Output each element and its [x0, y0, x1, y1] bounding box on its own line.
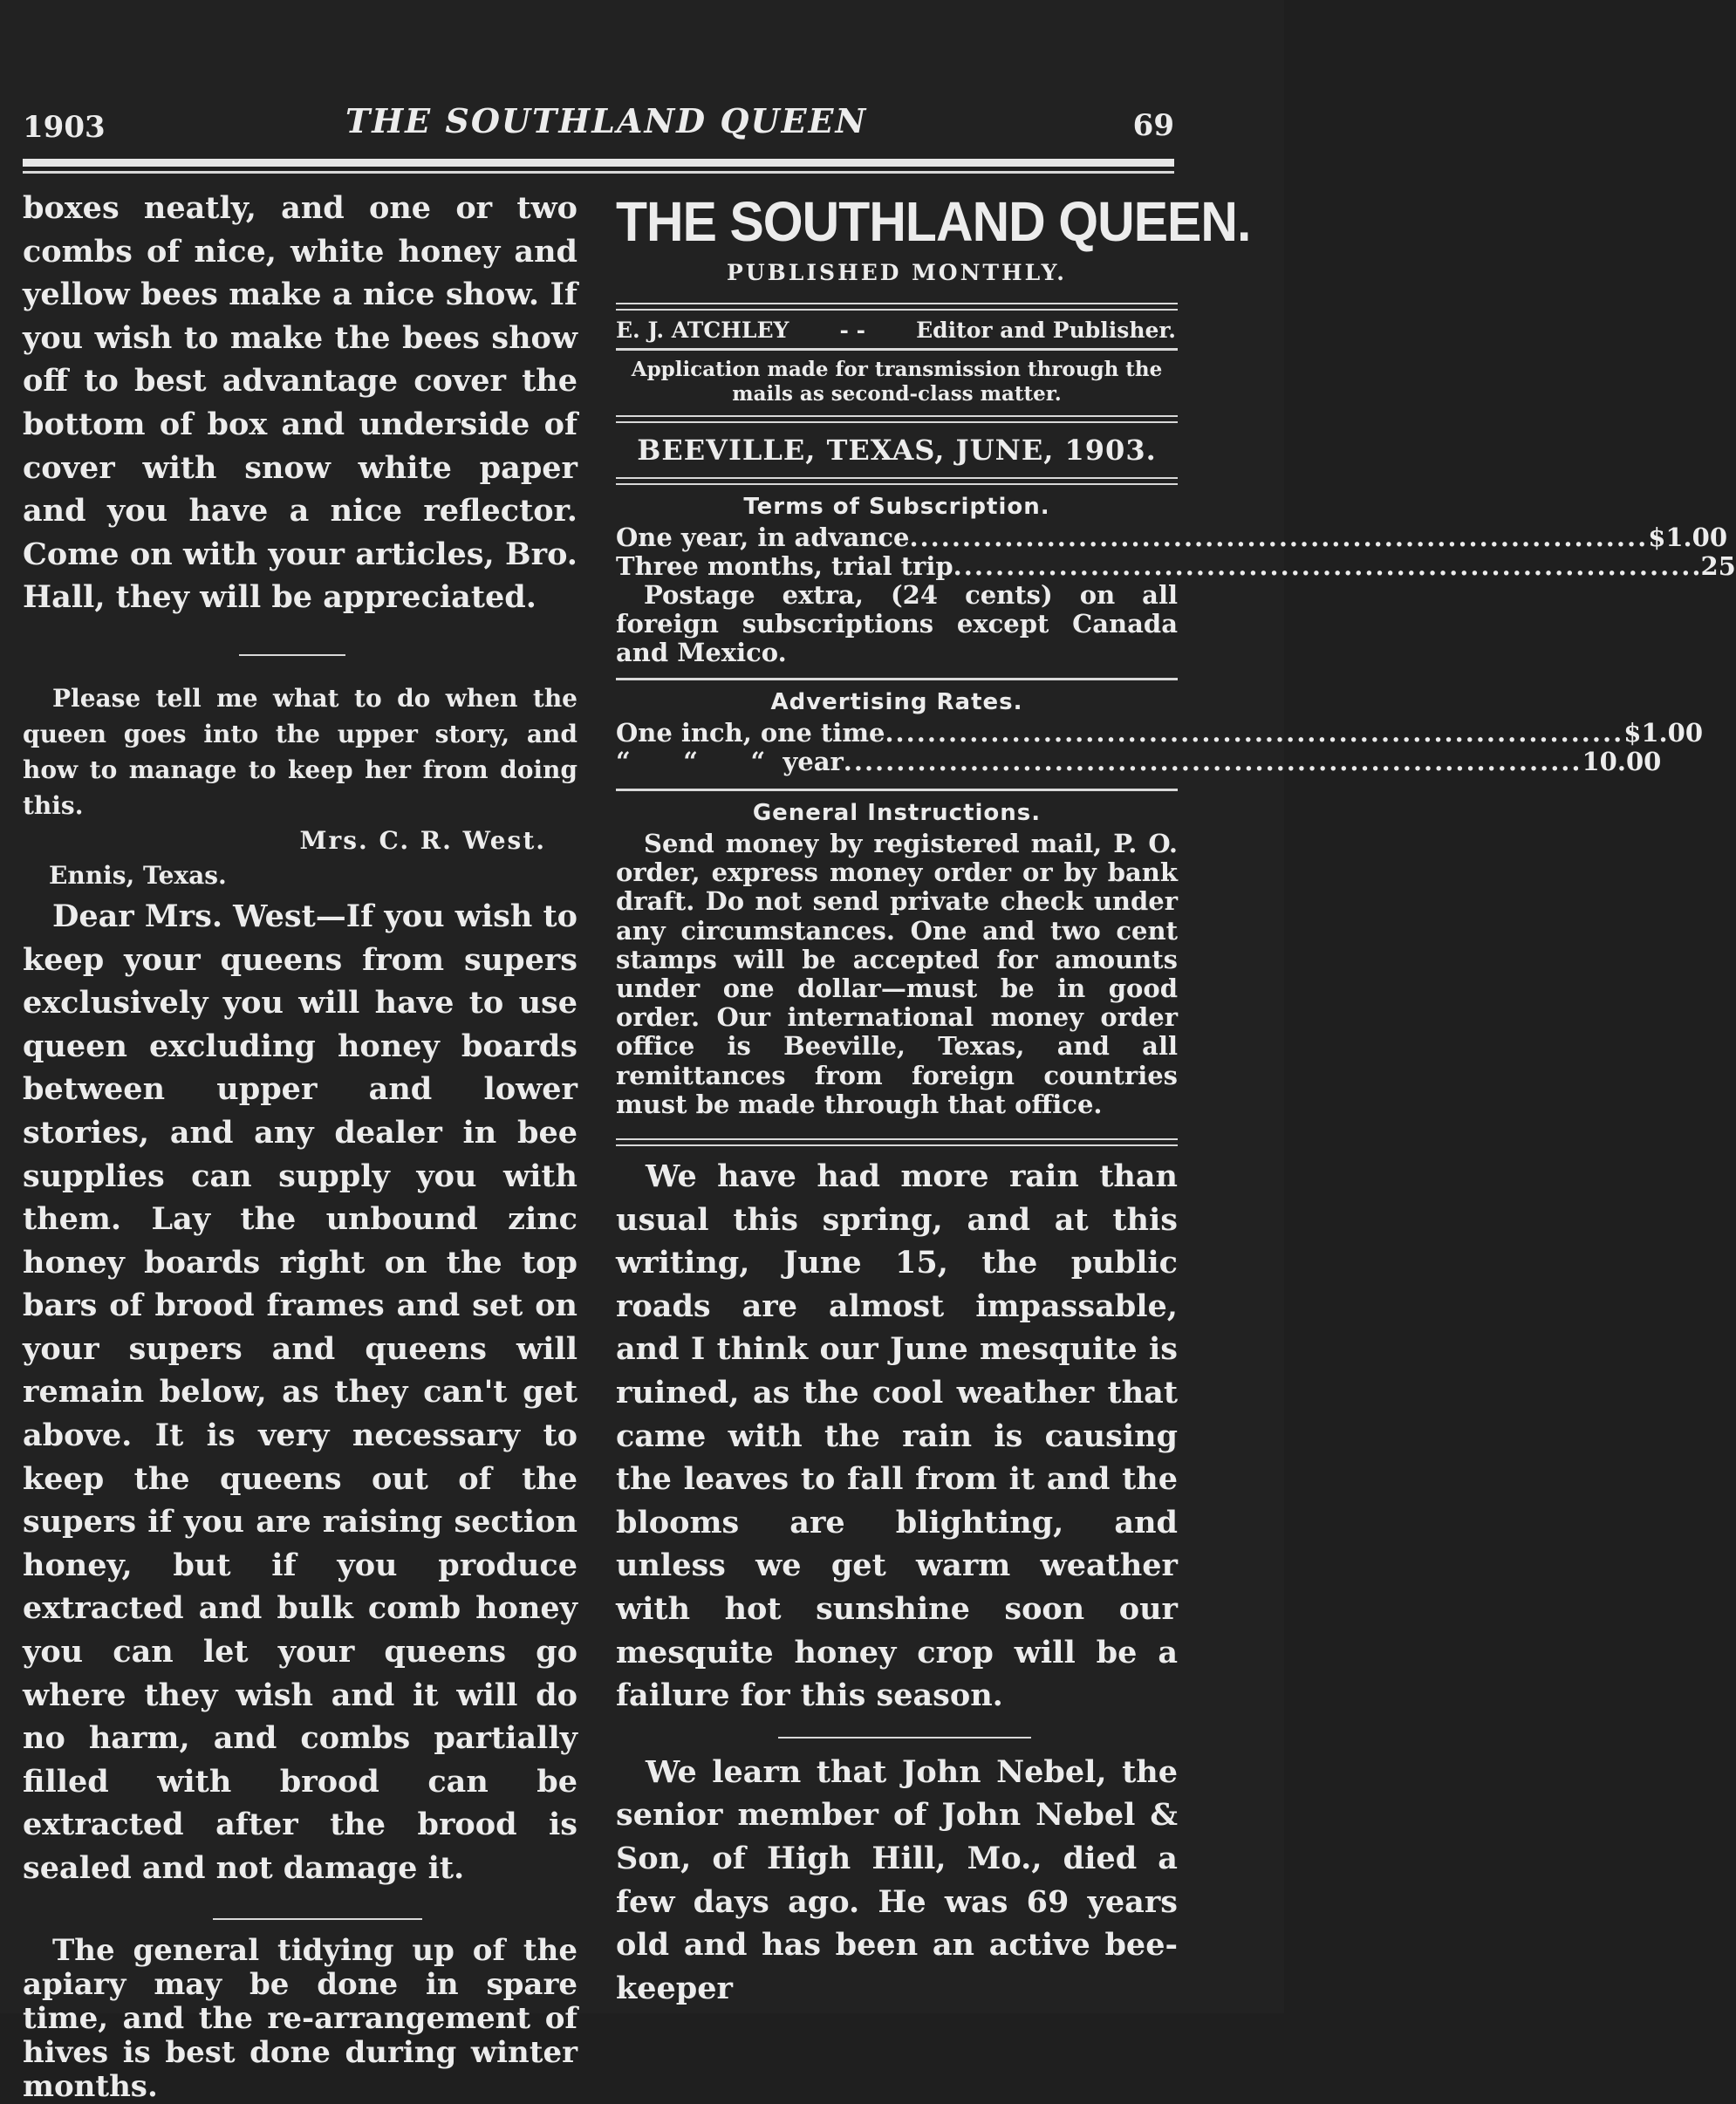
masthead-rule [616, 303, 1178, 311]
rate-value: $1.00 [1648, 523, 1727, 552]
rate-label: “ “ “ year [616, 747, 844, 776]
leader-dots [953, 552, 1692, 581]
advertising-heading: Advertising Rates. [770, 689, 1023, 715]
advertising-rate-row [616, 718, 1703, 748]
editor-name: E. J. ATCHLEY [616, 318, 789, 343]
header-page-number: 69 [1132, 108, 1174, 143]
subscription-rate-row [616, 551, 1736, 581]
advertising-rates [616, 718, 1703, 776]
section-divider [239, 654, 345, 656]
question-place: Ennis, Texas. [49, 860, 227, 890]
header-rule-thin [23, 171, 1174, 174]
rate-value: 10.00 [1582, 747, 1662, 776]
right-column [616, 187, 1736, 2010]
subscription-rates [616, 523, 1736, 581]
header-title: THE SOUTHLAND QUEEN [345, 101, 868, 140]
subscription-heading: Terms of Subscription. [743, 494, 1050, 520]
leader-dots [844, 748, 1582, 776]
leader-dots [885, 719, 1623, 748]
masthead-title: THE SOUTHLAND QUEEN. [616, 190, 1251, 253]
reply-continuation-paragraph: boxes neatly, and one or two combs of nice, white honey and yellow bees make a nice show. If you wish to make the bees show off to best advantage cover the bottom of box and underside of cover with snow white paper and you have a nice reflector. Come on with your articles, Bro. Hall, they will be appreciated. [23, 190, 578, 616]
postage-note: Postage extra, (24 cents) on all foreign subscriptions except Canada and Mexico. [616, 580, 1178, 667]
dateline: BEEVILLE, TEXAS, JUNE, 1903. [637, 434, 1157, 467]
weather-paragraph: We have had more rain than usual this spring, and at this writing, June 15, the public roads are almost impassable, and I think our June mesquite is ruined, as the cool weather that came with the rain is causing the leaves to fall from it and the blooms are blighting, and unless we get warm weather with hot sunshine soon our mesquite honey crop will be a failure for this season. [616, 1158, 1178, 1714]
left-column [23, 187, 578, 2104]
header-rule-thick [23, 159, 1174, 167]
section-divider [778, 1737, 1031, 1739]
rate-label: Three months, trial trip [616, 551, 953, 581]
leader-dots [909, 523, 1648, 552]
header-year: 1903 [23, 110, 106, 145]
dateline-rule-top [616, 415, 1178, 423]
subscription-rate-row [616, 523, 1727, 552]
answer-paragraph: Dear Mrs. West—If you wish to keep your queens from supers exclusively you will have to use queen excluding honey boards between upper and lower stories, and any dealer in bee supplies can supply you with them. Lay the unbound zinc honey boards right on the top bars of brood frames and set on your supers and queens will remain below, as they can't get above. It is very necessary to keep the queens out of the supers if you are raising section honey, but if you produce extracted and bulk comb honey you can let your queens go where they wish and it will do no harm, and combs partially filled with brood can be extracted after the brood is sealed and not damage it. [23, 898, 578, 1886]
masthead-subtitle: PUBLISHED MONTHLY. [727, 260, 1067, 285]
advertising-rate-row [616, 747, 1662, 776]
editor-dashes: - - [839, 318, 865, 343]
obituary-paragraph: We learn that John Nebel, the senior member of John Nebel & Son, of High Hill, Mo., died a few days ago. He was 69 years old and has been an active bee-keeper [616, 1753, 1178, 2006]
rate-value: .25 [1692, 551, 1736, 581]
section-divider [213, 1918, 422, 1920]
rate-label: One inch, one time [616, 718, 885, 748]
mailing-application-note: Application made for transmission through the mails as second-class matter. [631, 358, 1163, 406]
reader-question: Please tell me what to do when the queen goes into the upper story, and how to manage to keep her from doing this. [23, 683, 578, 820]
question-signature: Mrs. C. R. West. [299, 825, 546, 855]
dateline-rule-bottom [616, 477, 1178, 485]
tidying-paragraph: The general tidying up of the apiary may be done in spare time, and the re-arrangement of hives is best done during winter months. [23, 1932, 578, 2104]
editor-role: Editor and Publisher. [916, 318, 1176, 343]
rate-label: One year, in advance [616, 523, 910, 552]
instructions-rule [616, 1138, 1178, 1146]
instructions-heading: General Instructions. [752, 800, 1042, 826]
instructions-text: Send money by registered mail, P. O. order, express money order or by bank draft. Do not send private check under any circumstances. One and two cent stamps will be accepted for amounts under one dollar—must be in good order. Our international money order office is Beeville, Texas, and all remittances from foreign countries must be made through that office. [616, 829, 1178, 1119]
editor-line [616, 311, 1178, 348]
rate-value: $1.00 [1623, 718, 1703, 748]
running-header [23, 101, 1174, 154]
